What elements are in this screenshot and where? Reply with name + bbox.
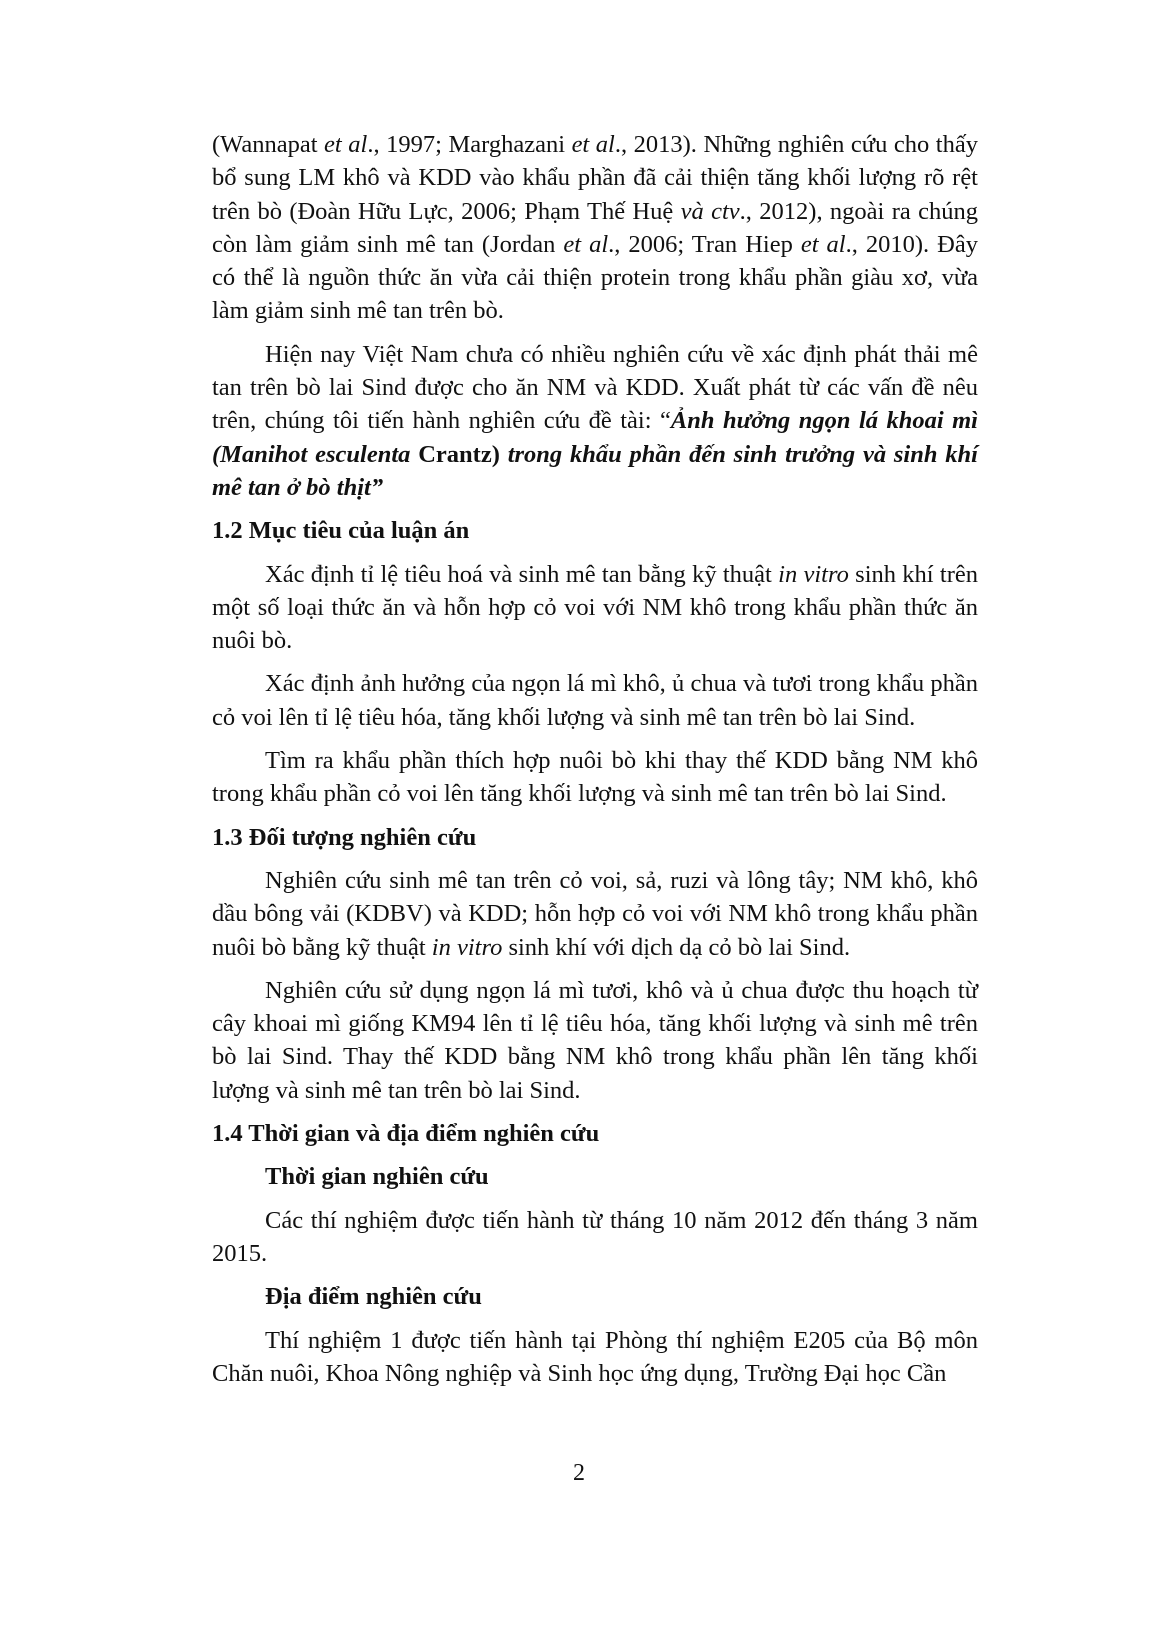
section-heading-1-3: 1.3 Đối tượng nghiên cứu [212, 823, 477, 851]
section-1-2-paragraph-1 [212, 558, 978, 658]
section-1-4-paragraph-2: Thí nghiệm 1 được tiến hành tại Phòng thí nghiệm E205 của Bộ môn Chăn nuôi, Khoa Nông nghiệp và Sinh học ứng dụng, Trường Đại học Cần [212, 1326, 978, 1387]
text-run-italic: et al [563, 230, 609, 258]
page-number: 2 [573, 1460, 585, 1486]
text-run: ” [370, 473, 384, 501]
section-heading-1-2: 1.2 Mục tiêu của luận án [212, 517, 470, 545]
text-run-italic: in vitro [778, 560, 849, 588]
intro-paragraph-1 [212, 128, 978, 328]
section-1-4-paragraph-1: Các thí nghiệm được tiến hành từ tháng 10 năm 2012 đến tháng 3 năm 2015. [212, 1206, 978, 1267]
text-run: ., 2006; Tran Hiep [608, 230, 801, 258]
text-run: ., 2010). Đây có thể là nguồn thức ăn vừa cải thiện protein trong khẩu phần giàu xơ, vừa làm giảm sinh mê tan trên bò. [212, 230, 978, 325]
text-run: ., 2012), ngoài ra chúng còn làm giảm sinh mê tan (Jordan [212, 197, 978, 258]
text-run-italic: et al [571, 131, 615, 158]
text-run: sinh khí với dịch dạ cỏ bò lai Sind. [502, 933, 851, 961]
section-1-3-paragraph-2: Nghiên cứu sử dụng ngọn lá mì tươi, khô và ủ chua được thu hoạch từ cây khoai mì giống KM94 lên tỉ lệ tiêu hóa, tăng khối lượng và sinh mê trên bò lai Sind. Thay thế KDD bằng NM khô trong khẩu phần lên tăng khối lượng và sinh mê tan trên bò lai Sind. [212, 976, 978, 1104]
text-run: (Wannapat [212, 131, 325, 158]
text-run: Hiện nay Việt Nam chưa có nhiều nghiên cứu về xác định phát thải mê tan trên bò lai Sind được cho ăn NM và KDD. Xuất phát từ các vấn đề nêu trên, chúng tôi tiến hành nghiên cứu đề tài: “ [212, 340, 978, 435]
section-1-2-paragraph-2: Xác định ảnh hưởng của ngọn lá mì khô, ủ chua và tươi trong khẩu phần cỏ voi lên tỉ lệ tiêu hóa, tăng khối lượng và sinh mê tan trên bò lai Sind. [212, 670, 978, 731]
section-heading-1-4: 1.4 Thời gian và địa điểm nghiên cứu [212, 1120, 600, 1148]
text-run: sinh khí trên một số loại thức ăn và hỗn hợp cỏ voi với NM khô trong khẩu phần thức ăn nuôi bò. [212, 560, 978, 655]
subheading-location: Địa điểm nghiên cứu [265, 1283, 482, 1311]
text-run: Xác định tỉ lệ tiêu hoá và sinh mê tan bằng kỹ thuật [265, 560, 779, 588]
text-run-italic: et al [800, 230, 846, 258]
section-1-3-paragraph-1 [212, 864, 978, 964]
text-run: ., 1997; Marghazani [367, 131, 572, 158]
text-run-italic: et al [324, 131, 368, 158]
text-run-italic: và ctv [680, 197, 740, 225]
text-run: ., 2013). Những nghiên cứu cho thấy bổ sung LM khô và KDD vào khẩu phần đã cải thiện tăng khối lượng rõ rệt trên bò (Đoàn Hữu Lực, 2006; Phạm Thế Huệ [212, 131, 978, 225]
thesis-title-part: trong khẩu phần đến sinh trưởng và sinh khí mê tan ở bò thịt [212, 440, 978, 501]
text-run: Nghiên cứu sinh mê tan trên cỏ voi, sả, ruzi và lông tây; NM khô, khô dầu bông vải (KDBV) và KDD; hỗn hợp cỏ voi với NM khô trong khẩu phần nuôi bò bằng kỹ thuật [212, 866, 978, 961]
thesis-title-part: Crantz) [410, 440, 500, 468]
subheading-time: Thời gian nghiên cứu [265, 1163, 489, 1191]
intro-paragraph-2 [212, 338, 978, 504]
thesis-title-species: Manihot esculenta [220, 440, 411, 468]
document-page [212, 128, 978, 1390]
text-run-italic: in vitro [431, 933, 503, 961]
section-1-2-paragraph-3: Tìm ra khẩu phần thích hợp nuôi bò khi thay thế KDD bằng NM khô trong khẩu phần cỏ voi lên tăng khối lượng và sinh mê tan trên bò lai Sind. [212, 747, 978, 808]
thesis-title-part: Ảnh hưởng ngọn lá khoai mì ( [212, 407, 978, 468]
